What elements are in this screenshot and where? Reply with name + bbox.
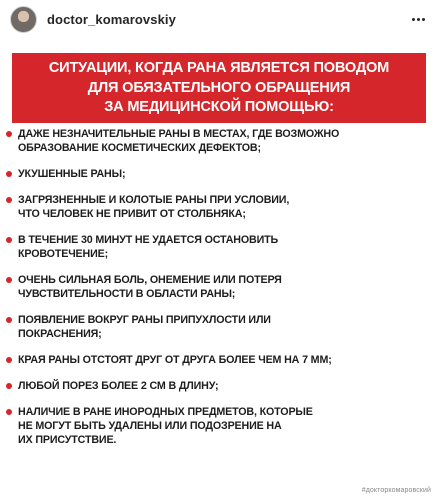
dot bbox=[422, 18, 425, 21]
bullet-dot-icon bbox=[6, 409, 12, 415]
dot bbox=[417, 18, 420, 21]
list-item bbox=[6, 127, 434, 155]
more-options-icon[interactable] bbox=[407, 11, 429, 27]
bullet-dot-icon bbox=[6, 197, 12, 203]
list-item bbox=[6, 379, 434, 393]
list-item bbox=[6, 313, 434, 341]
post-header bbox=[0, 0, 439, 38]
item-text: ЛЮБОЙ ПОРЕЗ БОЛЕЕ 2 СМ В ДЛИНУ; bbox=[18, 380, 219, 392]
bullet-dot-icon bbox=[6, 357, 12, 363]
item-text: ПОЯВЛЕНИЕ ВОКРУГ РАНЫ ПРИПУХЛОСТИ ИЛИ bbox=[18, 314, 271, 326]
bullet-dot-icon bbox=[6, 171, 12, 177]
post-image[interactable] bbox=[0, 38, 439, 500]
dot bbox=[412, 18, 415, 21]
item-text: ЗАГРЯЗНЕННЫЕ И КОЛОТЫЕ РАНЫ ПРИ УСЛОВИИ, bbox=[18, 194, 290, 206]
avatar[interactable] bbox=[10, 6, 37, 33]
item-text: НЕ МОГУТ БЫТЬ УДАЛЕНЫ ИЛИ ПОДОЗРЕНИЕ НА bbox=[18, 420, 282, 432]
item-text: ДАЖЕ НЕЗНАЧИТЕЛЬНЫЕ РАНЫ В МЕСТАХ, ГДЕ ВОЗМОЖНО bbox=[18, 128, 340, 140]
list-item bbox=[6, 233, 434, 261]
item-text: УКУШЕННЫЕ РАНЫ; bbox=[18, 168, 126, 180]
title-line: СИТУАЦИИ, КОГДА РАНА ЯВЛЯЕТСЯ ПОВОДОМ bbox=[48, 60, 390, 76]
item-text: ПОКРАСНЕНИЯ; bbox=[18, 328, 102, 340]
item-text: ЧУВСТВИТЕЛЬНОСТИ В ОБЛАСТИ РАНЫ; bbox=[18, 288, 236, 300]
list-item bbox=[6, 193, 434, 221]
list-item bbox=[6, 167, 434, 181]
bullet-dot-icon bbox=[6, 237, 12, 243]
title-line: ЗА МЕДИЦИНСКОЙ ПОМОЩЬЮ: bbox=[104, 99, 334, 115]
title-banner bbox=[12, 53, 426, 123]
list-item bbox=[6, 405, 434, 447]
item-text: ОБРАЗОВАНИЕ КОСМЕТИЧЕСКИХ ДЕФЕКТОВ; bbox=[18, 142, 261, 154]
item-text: НАЛИЧИЕ В РАНЕ ИНОРОДНЫХ ПРЕДМЕТОВ, КОТОРЫЕ bbox=[18, 406, 313, 418]
username-link[interactable]: doctor_komarovskiy bbox=[47, 11, 176, 27]
watermark-hashtag: #докторкомаровский bbox=[361, 487, 431, 494]
title-line: ДЛЯ ОБЯЗАТЕЛЬНОГО ОБРАЩЕНИЯ bbox=[87, 79, 351, 96]
bullet-dot-icon bbox=[6, 131, 12, 137]
item-text: ЧТО ЧЕЛОВЕК НЕ ПРИВИТ ОТ СТОЛБНЯКА; bbox=[18, 208, 246, 220]
list-item bbox=[6, 273, 434, 301]
item-text: КРАЯ РАНЫ ОТСТОЯТ ДРУГ ОТ ДРУГА БОЛЕЕ ЧЕМ НА 7 ММ; bbox=[18, 354, 332, 366]
item-text: ОЧЕНЬ СИЛЬНАЯ БОЛЬ, ОНЕМЕНИЕ ИЛИ ПОТЕРЯ bbox=[18, 274, 282, 286]
item-text: ИХ ПРИСУТСТВИЕ. bbox=[18, 434, 117, 446]
item-text: В ТЕЧЕНИЕ 30 МИНУТ НЕ УДАЕТСЯ ОСТАНОВИТЬ bbox=[18, 234, 279, 246]
item-text: КРОВОТЕЧЕНИЕ; bbox=[18, 248, 109, 260]
bullet-dot-icon bbox=[6, 317, 12, 323]
list-item bbox=[6, 353, 434, 367]
wound-situations-list bbox=[6, 127, 434, 459]
bullet-dot-icon bbox=[6, 277, 12, 283]
bullet-dot-icon bbox=[6, 383, 12, 389]
